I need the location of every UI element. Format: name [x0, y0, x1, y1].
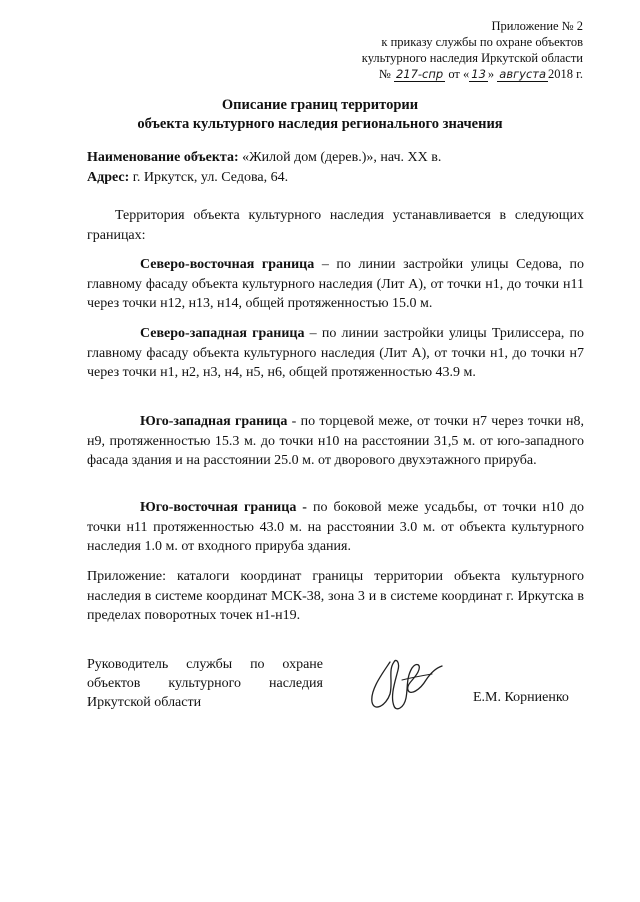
border-northeast — [87, 255, 584, 314]
border-southwest-text: - по торцевой меже, от точки н7 через точки н8, н9, протяженностью 15.3 м. до точки н10 на расстоянии 31,5 м. от юго-западного фасада здания и на расстоянии 25.0 м. от дворового двухэтажного прируба. — [87, 414, 584, 468]
border-southwest-label: Юго-западная граница — [140, 414, 288, 429]
signatory-position: Руководитель службы по охране объектов культурного наследия Иркутской области — [87, 657, 323, 710]
handwritten-signature — [360, 650, 460, 720]
order-number-handwritten: 217-спр — [395, 67, 444, 81]
border-southwest — [87, 412, 584, 471]
order-day-handwritten: 13 — [471, 67, 486, 81]
object-name — [87, 150, 441, 166]
object-address-label: Адрес: — [87, 170, 130, 185]
object-name-label: Наименование объекта: — [87, 150, 239, 165]
border-southeast-label: Юго-восточная граница - — [140, 500, 307, 515]
intro-paragraph: Территория объекта культурного наследия устанавливается в следующих границах: — [87, 208, 584, 243]
header-authority: культурного наследия Иркутской области — [361, 51, 583, 65]
document-title-line1: Описание границ территории — [221, 97, 419, 113]
order-no-prefix: № — [378, 67, 391, 81]
object-address — [87, 170, 288, 186]
order-quote-close: » — [487, 67, 495, 81]
document-title-line2: объекта культурного наследия регионального значения — [137, 116, 503, 132]
header-appendix-number: Приложение № 2 — [491, 19, 583, 33]
border-southeast-text: по боковой меже усадьбы, от точки н10 до точки н11 протяженностью 43.0 м. на расстоянии 3.0 м. от объекта культурного наследия 1.0 м. от входного прируба здания. — [87, 500, 584, 554]
order-month-handwritten: августа — [499, 67, 547, 81]
header-order-reference: к приказу службы по охране объектов — [381, 35, 583, 49]
header-order-number-date — [379, 66, 583, 82]
border-northwest-text: – по линии застройки улицы Трилиссера, по главному фасаду объекта культурного наследия (Лит А), от точки н1, до точки н7 через точки н1, н2, н3, н4, н5, н6, общей протяженностью 43.9 м. — [87, 326, 585, 380]
border-northeast-text: – по линии застройки улицы Седова, по главному фасаду объекта культурного наследия (Лит А), от точки н1, до точки н11 через точки н12, н13, н14, общей протяженностью 15.0 м. — [87, 257, 584, 311]
signatory-name: Е.М. Корниенко — [473, 690, 569, 705]
border-northeast-label: Северо-восточная граница — [140, 257, 315, 272]
border-southeast — [87, 498, 584, 557]
object-name-value: «Жилой дом (дерев.)», нач. XX в. — [238, 150, 442, 165]
border-northwest — [87, 324, 584, 383]
order-from: от « — [448, 67, 470, 81]
border-northwest-label: Северо-западная граница — [140, 326, 305, 341]
object-address-value: г. Иркутск, ул. Седова, 64. — [129, 170, 289, 185]
appendix-paragraph: Приложение: каталоги координат границы территории объекта культурного наследия в системе координат МСК-38, зона 3 и в системе координат г. Иркутска в пределах поворотных точек н1-н19. — [87, 569, 584, 623]
order-year: 2018 г. — [548, 67, 583, 81]
